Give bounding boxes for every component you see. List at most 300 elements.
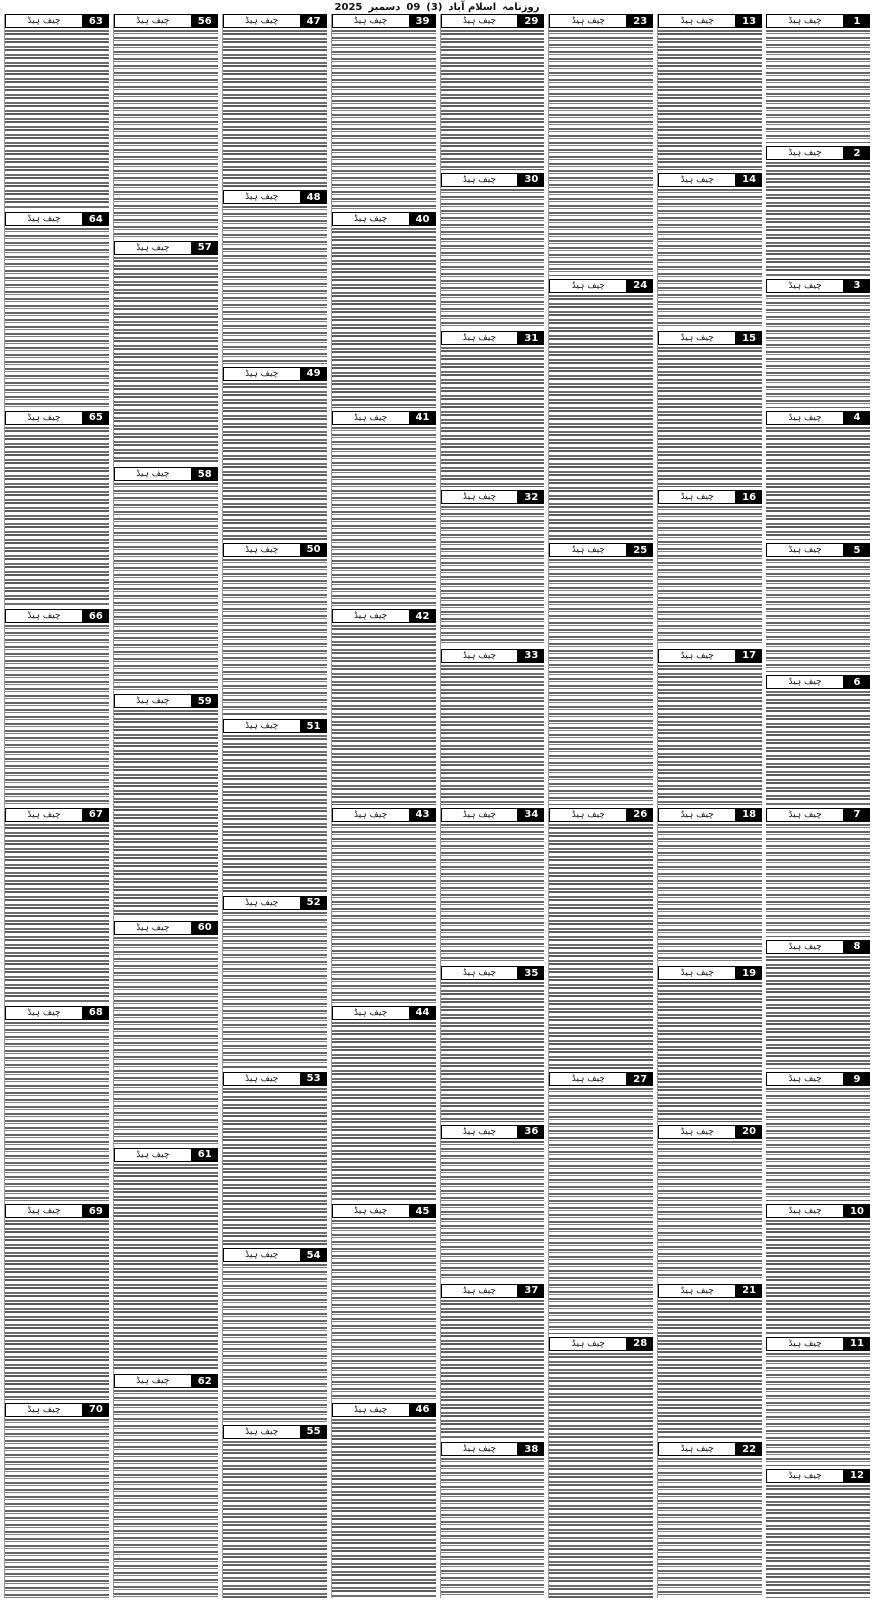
- story-body-text: [766, 559, 870, 672]
- story-number: 29: [518, 14, 544, 28]
- news-column: [766, 14, 870, 1598]
- story-kicker: چیف ہیڈ: [549, 543, 627, 557]
- story-kicker: چیف ہیڈ: [441, 649, 519, 663]
- story-number: 23: [627, 14, 653, 28]
- news-story: [223, 543, 327, 716]
- story-number: 22: [736, 1442, 762, 1456]
- story-kicker: چیف ہیڈ: [766, 1469, 844, 1483]
- story-number: 17: [736, 649, 762, 663]
- story-kicker: چیف ہیڈ: [332, 212, 410, 226]
- story-header: [766, 808, 870, 822]
- news-story: [658, 649, 762, 805]
- story-number: 30: [518, 173, 544, 187]
- story-kicker: چیف ہیڈ: [114, 467, 192, 481]
- story-number: 31: [518, 331, 544, 345]
- news-story: [766, 543, 870, 672]
- story-kicker: چیف ہیڈ: [766, 940, 844, 954]
- story-header: [441, 14, 545, 28]
- story-number: 67: [83, 808, 109, 822]
- story-body-text: [658, 30, 762, 170]
- story-body-text: [223, 1264, 327, 1421]
- story-header: [5, 609, 109, 623]
- story-kicker: چیف ہیڈ: [114, 921, 192, 935]
- story-header: [658, 1442, 762, 1456]
- story-header: [658, 173, 762, 187]
- news-column: [4, 14, 109, 1598]
- story-header: [441, 808, 545, 822]
- story-kicker: چیف ہیڈ: [549, 808, 627, 822]
- story-number: 55: [301, 1425, 327, 1439]
- story-body-text: [332, 824, 436, 1003]
- story-header: [441, 1442, 545, 1456]
- news-story: [766, 279, 870, 408]
- story-kicker: چیف ہیڈ: [332, 14, 410, 28]
- story-number: 5: [844, 543, 870, 557]
- story-header: [441, 649, 545, 663]
- news-story: [658, 1442, 762, 1598]
- story-kicker: چیف ہیڈ: [114, 241, 192, 255]
- story-number: 8: [844, 940, 870, 954]
- story-body-text: [114, 1164, 218, 1372]
- story-kicker: چیف ہیڈ: [766, 14, 844, 28]
- story-header: [766, 14, 870, 28]
- story-body-text: [114, 483, 218, 691]
- story-number: 43: [410, 808, 436, 822]
- news-story: [332, 411, 436, 606]
- story-body-text: [766, 30, 870, 143]
- story-number: 32: [518, 490, 544, 504]
- news-story: [441, 966, 545, 1122]
- story-kicker: چیف ہیڈ: [5, 1204, 83, 1218]
- story-kicker: چیف ہیڈ: [223, 190, 301, 204]
- story-number: 18: [736, 808, 762, 822]
- story-kicker: چیف ہیڈ: [766, 808, 844, 822]
- news-story: [549, 14, 653, 276]
- story-kicker: چیف ہیڈ: [114, 1374, 192, 1388]
- story-body-text: [5, 1419, 109, 1598]
- story-kicker: چیف ہیڈ: [766, 1072, 844, 1086]
- story-kicker: چیف ہیڈ: [332, 1204, 410, 1218]
- story-kicker: چیف ہیڈ: [223, 543, 301, 557]
- story-number: 59: [192, 694, 218, 708]
- story-kicker: چیف ہیڈ: [223, 896, 301, 910]
- news-story: [223, 896, 327, 1069]
- news-story: [658, 14, 762, 170]
- story-number: 37: [518, 1284, 544, 1298]
- story-body-text: [658, 1141, 762, 1281]
- story-number: 50: [301, 543, 327, 557]
- story-kicker: چیف ہیڈ: [658, 331, 736, 345]
- news-story: [223, 1072, 327, 1245]
- story-header: [332, 1204, 436, 1218]
- news-story: [332, 14, 436, 209]
- news-story: [441, 14, 545, 170]
- news-story: [766, 411, 870, 540]
- story-kicker: چیف ہیڈ: [332, 411, 410, 425]
- story-body-text: [332, 228, 436, 407]
- news-story: [658, 966, 762, 1122]
- story-header: [114, 1374, 218, 1388]
- story-kicker: چیف ہیڈ: [658, 808, 736, 822]
- story-body-text: [658, 347, 762, 487]
- news-story: [223, 719, 327, 892]
- story-body-text: [223, 206, 327, 363]
- story-body-text: [658, 824, 762, 964]
- story-number: 62: [192, 1374, 218, 1388]
- news-column: [331, 14, 436, 1598]
- story-number: 14: [736, 173, 762, 187]
- story-body-text: [5, 228, 109, 407]
- story-kicker: چیف ہیڈ: [223, 719, 301, 733]
- story-body-text: [766, 1088, 870, 1201]
- story-kicker: چیف ہیڈ: [658, 1284, 736, 1298]
- story-number: 41: [410, 411, 436, 425]
- story-body-text: [5, 1220, 109, 1399]
- news-story: [114, 241, 218, 465]
- story-kicker: چیف ہیڈ: [114, 1148, 192, 1162]
- news-story: [658, 1125, 762, 1281]
- news-story: [332, 1403, 436, 1598]
- story-body-text: [114, 30, 218, 238]
- story-body-text: [658, 506, 762, 646]
- story-header: [223, 543, 327, 557]
- story-body-text: [441, 824, 545, 964]
- news-story: [332, 609, 436, 804]
- news-story: [5, 1204, 109, 1399]
- story-header: [766, 279, 870, 293]
- story-body-text: [441, 347, 545, 487]
- news-story: [441, 490, 545, 646]
- story-header: [766, 1072, 870, 1086]
- news-story: [766, 1072, 870, 1201]
- story-header: [658, 331, 762, 345]
- story-number: 11: [844, 1337, 870, 1351]
- story-body-text: [5, 625, 109, 804]
- story-header: [766, 675, 870, 689]
- masthead-page: (3): [426, 1, 443, 13]
- story-number: 54: [301, 1248, 327, 1262]
- news-story: [5, 1006, 109, 1201]
- story-kicker: چیف ہیڈ: [549, 1072, 627, 1086]
- story-header: [549, 1072, 653, 1086]
- story-number: 21: [736, 1284, 762, 1298]
- story-body-text: [332, 1220, 436, 1399]
- story-body-text: [441, 189, 545, 329]
- story-number: 27: [627, 1072, 653, 1086]
- story-body-text: [5, 1022, 109, 1201]
- story-number: 19: [736, 966, 762, 980]
- story-number: 28: [627, 1337, 653, 1351]
- story-kicker: چیف ہیڈ: [441, 966, 519, 980]
- story-kicker: چیف ہیڈ: [766, 675, 844, 689]
- story-header: [658, 808, 762, 822]
- news-story: [114, 14, 218, 238]
- story-number: 61: [192, 1148, 218, 1162]
- story-kicker: چیف ہیڈ: [332, 1403, 410, 1417]
- news-story: [549, 1072, 653, 1334]
- news-story: [658, 490, 762, 646]
- story-header: [332, 411, 436, 425]
- story-body-text: [114, 710, 218, 918]
- story-number: 33: [518, 649, 544, 663]
- news-story: [549, 279, 653, 541]
- story-header: [332, 212, 436, 226]
- story-number: 66: [83, 609, 109, 623]
- news-column: [113, 14, 218, 1598]
- story-kicker: چیف ہیڈ: [441, 808, 519, 822]
- story-body-text: [114, 1390, 218, 1598]
- story-number: 69: [83, 1204, 109, 1218]
- story-kicker: چیف ہیڈ: [766, 1337, 844, 1351]
- news-story: [766, 940, 870, 1069]
- story-header: [114, 1148, 218, 1162]
- story-number: 15: [736, 331, 762, 345]
- story-header: [223, 1072, 327, 1086]
- story-header: [5, 14, 109, 28]
- story-number: 51: [301, 719, 327, 733]
- story-body-text: [658, 982, 762, 1122]
- story-body-text: [549, 559, 653, 805]
- story-header: [114, 694, 218, 708]
- story-body-text: [549, 1088, 653, 1334]
- story-number: 2: [844, 146, 870, 160]
- story-header: [658, 1284, 762, 1298]
- story-header: [5, 1006, 109, 1020]
- story-kicker: چیف ہیڈ: [5, 808, 83, 822]
- story-number: 13: [736, 14, 762, 28]
- story-number: 42: [410, 609, 436, 623]
- story-kicker: چیف ہیڈ: [658, 649, 736, 663]
- story-body-text: [766, 1220, 870, 1333]
- news-story: [441, 331, 545, 487]
- story-kicker: چیف ہیڈ: [332, 609, 410, 623]
- story-body-text: [766, 295, 870, 408]
- story-kicker: چیف ہیڈ: [5, 14, 83, 28]
- news-column: [657, 14, 762, 1598]
- news-story: [441, 1284, 545, 1440]
- news-page-grid: [4, 14, 870, 1598]
- story-kicker: چیف ہیڈ: [658, 173, 736, 187]
- story-kicker: چیف ہیڈ: [766, 543, 844, 557]
- news-story: [549, 543, 653, 805]
- news-story: [223, 1248, 327, 1421]
- story-kicker: چیف ہیڈ: [441, 14, 519, 28]
- masthead-year: 2025: [334, 1, 363, 13]
- news-story: [114, 694, 218, 918]
- story-header: [332, 1403, 436, 1417]
- story-header: [549, 279, 653, 293]
- news-story: [441, 649, 545, 805]
- news-story: [441, 173, 545, 329]
- story-number: 39: [410, 14, 436, 28]
- story-number: 56: [192, 14, 218, 28]
- story-body-text: [5, 824, 109, 1003]
- story-header: [658, 649, 762, 663]
- story-number: 24: [627, 279, 653, 293]
- masthead-paper: روزنامہ: [502, 1, 540, 13]
- story-header: [766, 411, 870, 425]
- news-story: [766, 1204, 870, 1333]
- story-body-text: [658, 665, 762, 805]
- story-kicker: چیف ہیڈ: [223, 1425, 301, 1439]
- masthead-city: اسلام آباد: [448, 1, 497, 13]
- story-kicker: چیف ہیڈ: [549, 1337, 627, 1351]
- news-story: [5, 212, 109, 407]
- story-number: 40: [410, 212, 436, 226]
- story-header: [658, 1125, 762, 1139]
- story-number: 3: [844, 279, 870, 293]
- story-number: 34: [518, 808, 544, 822]
- story-number: 64: [83, 212, 109, 226]
- story-header: [766, 146, 870, 160]
- story-number: 68: [83, 1006, 109, 1020]
- news-story: [766, 14, 870, 143]
- story-number: 70: [83, 1403, 109, 1417]
- story-body-text: [332, 1022, 436, 1201]
- story-number: 57: [192, 241, 218, 255]
- story-header: [766, 1469, 870, 1483]
- story-header: [114, 467, 218, 481]
- story-header: [766, 940, 870, 954]
- story-body-text: [658, 189, 762, 329]
- story-kicker: چیف ہیڈ: [332, 1006, 410, 1020]
- story-kicker: چیف ہیڈ: [766, 279, 844, 293]
- story-body-text: [5, 30, 109, 209]
- story-body-text: [223, 383, 327, 540]
- story-header: [549, 543, 653, 557]
- story-kicker: چیف ہیڈ: [441, 173, 519, 187]
- news-story: [766, 146, 870, 275]
- story-header: [766, 543, 870, 557]
- story-header: [658, 966, 762, 980]
- story-body-text: [549, 1353, 653, 1599]
- story-kicker: چیف ہیڈ: [766, 1204, 844, 1218]
- story-header: [114, 241, 218, 255]
- story-header: [332, 609, 436, 623]
- story-header: [223, 14, 327, 28]
- story-kicker: چیف ہیڈ: [5, 212, 83, 226]
- story-header: [223, 1425, 327, 1439]
- story-body-text: [766, 1353, 870, 1466]
- masthead: [0, 0, 874, 14]
- story-header: [5, 808, 109, 822]
- story-header: [441, 1125, 545, 1139]
- story-body-text: [441, 982, 545, 1122]
- story-kicker: چیف ہیڈ: [332, 808, 410, 822]
- story-kicker: چیف ہیڈ: [223, 367, 301, 381]
- story-number: 48: [301, 190, 327, 204]
- news-story: [5, 808, 109, 1003]
- story-body-text: [766, 691, 870, 804]
- story-header: [223, 190, 327, 204]
- story-body-text: [766, 162, 870, 275]
- news-story: [549, 1337, 653, 1599]
- story-number: 38: [518, 1442, 544, 1456]
- story-header: [549, 1337, 653, 1351]
- story-body-text: [658, 1458, 762, 1598]
- story-kicker: چیف ہیڈ: [5, 411, 83, 425]
- story-number: 47: [301, 14, 327, 28]
- story-number: 63: [83, 14, 109, 28]
- story-body-text: [5, 427, 109, 606]
- story-kicker: چیف ہیڈ: [658, 490, 736, 504]
- story-body-text: [766, 956, 870, 1069]
- story-body-text: [332, 625, 436, 804]
- story-number: 9: [844, 1072, 870, 1086]
- story-header: [441, 490, 545, 504]
- story-kicker: چیف ہیڈ: [658, 1125, 736, 1139]
- story-body-text: [441, 1458, 545, 1598]
- story-kicker: چیف ہیڈ: [441, 1125, 519, 1139]
- story-number: 26: [627, 808, 653, 822]
- story-body-text: [223, 559, 327, 716]
- news-story: [223, 190, 327, 363]
- story-body-text: [223, 1441, 327, 1598]
- story-header: [766, 1204, 870, 1218]
- news-story: [658, 1284, 762, 1440]
- story-kicker: چیف ہیڈ: [223, 1248, 301, 1262]
- news-story: [114, 1148, 218, 1372]
- news-story: [114, 1374, 218, 1598]
- story-kicker: چیف ہیڈ: [114, 14, 192, 28]
- story-number: 53: [301, 1072, 327, 1086]
- news-story: [223, 14, 327, 187]
- story-kicker: چیف ہیڈ: [658, 1442, 736, 1456]
- story-number: 12: [844, 1469, 870, 1483]
- story-number: 60: [192, 921, 218, 935]
- news-story: [658, 331, 762, 487]
- story-body-text: [332, 427, 436, 606]
- story-number: 1: [844, 14, 870, 28]
- story-body-text: [441, 665, 545, 805]
- story-body-text: [223, 912, 327, 1069]
- story-body-text: [441, 506, 545, 646]
- story-header: [766, 1337, 870, 1351]
- story-body-text: [549, 30, 653, 276]
- story-header: [658, 490, 762, 504]
- news-story: [549, 808, 653, 1070]
- news-story: [332, 1204, 436, 1399]
- story-header: [549, 14, 653, 28]
- story-header: [658, 14, 762, 28]
- story-header: [332, 1006, 436, 1020]
- story-body-text: [332, 30, 436, 209]
- story-number: 65: [83, 411, 109, 425]
- story-body-text: [441, 30, 545, 170]
- story-header: [5, 411, 109, 425]
- story-kicker: چیف ہیڈ: [223, 1072, 301, 1086]
- story-kicker: چیف ہیڈ: [549, 14, 627, 28]
- story-header: [549, 808, 653, 822]
- story-header: [114, 14, 218, 28]
- story-header: [441, 966, 545, 980]
- news-story: [441, 1442, 545, 1598]
- story-number: 36: [518, 1125, 544, 1139]
- story-number: 58: [192, 467, 218, 481]
- news-story: [5, 14, 109, 209]
- story-body-text: [332, 1419, 436, 1598]
- news-story: [114, 467, 218, 691]
- news-column: [440, 14, 545, 1598]
- story-kicker: چیف ہیڈ: [441, 331, 519, 345]
- story-body-text: [223, 1088, 327, 1245]
- story-header: [5, 212, 109, 226]
- news-story: [441, 1125, 545, 1281]
- story-header: [441, 331, 545, 345]
- story-number: 16: [736, 490, 762, 504]
- story-body-text: [114, 257, 218, 465]
- news-story: [766, 1469, 870, 1598]
